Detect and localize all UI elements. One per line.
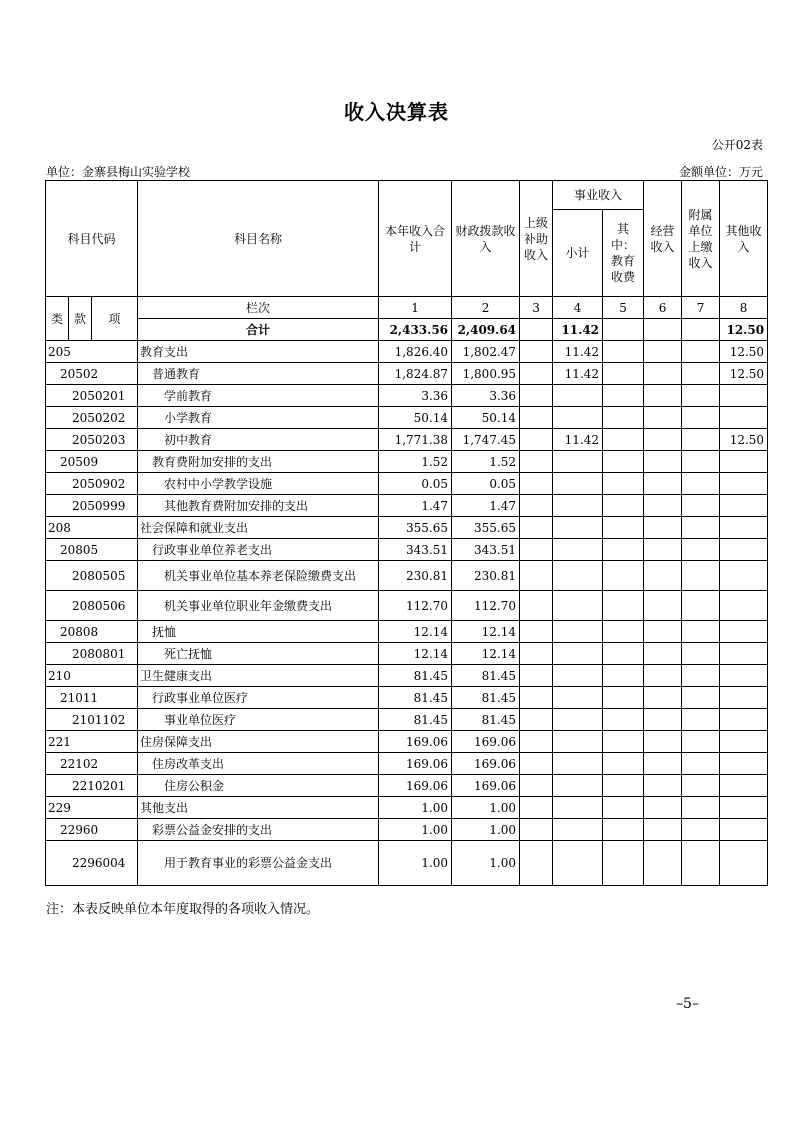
row-value-c5 xyxy=(603,385,644,407)
table-row xyxy=(46,517,768,539)
row-value-c6 xyxy=(644,687,682,709)
table-row xyxy=(46,775,768,797)
row-value-c5 xyxy=(603,591,644,621)
row-value-c2: 12.14 xyxy=(452,643,520,665)
row-value-c6 xyxy=(644,363,682,385)
row-code: 20502 xyxy=(46,363,138,385)
row-value-c3 xyxy=(520,495,553,517)
row-value-c5 xyxy=(603,561,644,591)
row-value-c5 xyxy=(603,687,644,709)
row-code: 2101102 xyxy=(46,709,138,731)
table-row xyxy=(46,819,768,841)
row-value-c8 xyxy=(720,709,768,731)
row-value-c8 xyxy=(720,687,768,709)
row-value-c2: 1,802.47 xyxy=(452,341,520,363)
row-name: 住房公积金 xyxy=(138,775,379,797)
row-value-c6 xyxy=(644,819,682,841)
row-value-c2: 1.00 xyxy=(452,797,520,819)
row-value-c6 xyxy=(644,753,682,775)
row-value-c1: 1.00 xyxy=(379,819,452,841)
row-name: 社会保障和就业支出 xyxy=(138,517,379,539)
row-code: 210 xyxy=(46,665,138,687)
row-value-c6 xyxy=(644,841,682,886)
row-value-c7 xyxy=(682,363,720,385)
row-code: 2080505 xyxy=(46,561,138,591)
row-name: 初中教育 xyxy=(138,429,379,451)
row-value-c2: 169.06 xyxy=(452,775,520,797)
row-value-c5 xyxy=(603,473,644,495)
row-value-c5 xyxy=(603,451,644,473)
row-value-c5 xyxy=(603,709,644,731)
total-c7 xyxy=(682,319,720,341)
row-name: 行政事业单位医疗 xyxy=(138,687,379,709)
row-value-c7 xyxy=(682,731,720,753)
row-value-c7 xyxy=(682,841,720,886)
row-value-c3 xyxy=(520,797,553,819)
table-row xyxy=(46,841,768,886)
row-value-c7 xyxy=(682,775,720,797)
row-value-c2: 169.06 xyxy=(452,731,520,753)
header-lei: 类 xyxy=(46,297,69,341)
row-value-c8 xyxy=(720,407,768,429)
row-value-c3 xyxy=(520,363,553,385)
row-value-c2: 81.45 xyxy=(452,687,520,709)
row-value-c1: 1,824.87 xyxy=(379,363,452,385)
row-value-c7 xyxy=(682,385,720,407)
row-value-c3 xyxy=(520,687,553,709)
row-value-c8 xyxy=(720,819,768,841)
row-value-c3 xyxy=(520,621,553,643)
row-value-c6 xyxy=(644,517,682,539)
table-row xyxy=(46,687,768,709)
row-value-c3 xyxy=(520,841,553,886)
row-code: 221 xyxy=(46,731,138,753)
row-value-c3 xyxy=(520,819,553,841)
row-value-c6 xyxy=(644,621,682,643)
row-name: 机关事业单位基本养老保险缴费支出 xyxy=(138,561,379,591)
row-value-c8 xyxy=(720,561,768,591)
row-value-c6 xyxy=(644,429,682,451)
row-value-c1: 3.36 xyxy=(379,385,452,407)
row-value-c7 xyxy=(682,643,720,665)
row-value-c1: 112.70 xyxy=(379,591,452,621)
row-code: 2080506 xyxy=(46,591,138,621)
row-value-c6 xyxy=(644,591,682,621)
row-value-c7 xyxy=(682,495,720,517)
row-value-c5 xyxy=(603,407,644,429)
row-value-c3 xyxy=(520,643,553,665)
row-code: 2050902 xyxy=(46,473,138,495)
row-code: 21011 xyxy=(46,687,138,709)
row-value-c5 xyxy=(603,539,644,561)
table-row xyxy=(46,709,768,731)
row-value-c2: 1.47 xyxy=(452,495,520,517)
table-row xyxy=(46,473,768,495)
row-value-c7 xyxy=(682,687,720,709)
row-value-c8: 12.50 xyxy=(720,363,768,385)
row-code: 22102 xyxy=(46,753,138,775)
header-total: 本年收入合计 xyxy=(379,181,452,297)
col-num-6: 6 xyxy=(644,297,682,319)
row-value-c8 xyxy=(720,775,768,797)
row-value-c4 xyxy=(553,775,603,797)
row-value-c8 xyxy=(720,665,768,687)
row-value-c3 xyxy=(520,473,553,495)
col-num-7: 7 xyxy=(682,297,720,319)
row-value-c4 xyxy=(553,709,603,731)
row-code: 2050203 xyxy=(46,429,138,451)
total-c8: 12.50 xyxy=(720,319,768,341)
row-value-c3 xyxy=(520,591,553,621)
row-name: 死亡抚恤 xyxy=(138,643,379,665)
row-code: 20808 xyxy=(46,621,138,643)
row-value-c7 xyxy=(682,429,720,451)
row-value-c5 xyxy=(603,643,644,665)
row-value-c5 xyxy=(603,753,644,775)
page-number: –5– xyxy=(676,996,699,1012)
row-value-c7 xyxy=(682,665,720,687)
row-value-c7 xyxy=(682,539,720,561)
row-value-c5 xyxy=(603,341,644,363)
header-other: 其他收入 xyxy=(720,181,768,297)
header-xiang: 项 xyxy=(92,297,138,341)
row-value-c4 xyxy=(553,495,603,517)
header-fiscal: 财政拨款收入 xyxy=(452,181,520,297)
row-value-c5 xyxy=(603,841,644,886)
row-name: 教育费附加安排的支出 xyxy=(138,451,379,473)
row-value-c7 xyxy=(682,473,720,495)
header-superior: 上级补助收入 xyxy=(520,181,553,297)
row-value-c8 xyxy=(720,643,768,665)
row-value-c2: 1,800.95 xyxy=(452,363,520,385)
row-value-c4 xyxy=(553,643,603,665)
row-name: 学前教育 xyxy=(138,385,379,407)
row-value-c1: 169.06 xyxy=(379,731,452,753)
row-name: 事业单位医疗 xyxy=(138,709,379,731)
row-name: 彩票公益金安排的支出 xyxy=(138,819,379,841)
row-value-c5 xyxy=(603,665,644,687)
row-value-c4 xyxy=(553,797,603,819)
row-value-c5 xyxy=(603,621,644,643)
row-value-c4 xyxy=(553,539,603,561)
row-value-c2: 3.36 xyxy=(452,385,520,407)
row-value-c6 xyxy=(644,797,682,819)
row-value-c3 xyxy=(520,539,553,561)
row-code: 22960 xyxy=(46,819,138,841)
table-row xyxy=(46,363,768,385)
row-value-c4 xyxy=(553,687,603,709)
col-num-2: 2 xyxy=(452,297,520,319)
table-row xyxy=(46,797,768,819)
table-row xyxy=(46,591,768,621)
row-name: 农村中小学教学设施 xyxy=(138,473,379,495)
row-value-c4 xyxy=(553,451,603,473)
row-value-c8 xyxy=(720,495,768,517)
row-name: 机关事业单位职业年金缴费支出 xyxy=(138,591,379,621)
row-value-c4 xyxy=(553,385,603,407)
row-value-c6 xyxy=(644,495,682,517)
row-name: 用于教育事业的彩票公益金支出 xyxy=(138,841,379,886)
total-c1: 2,433.56 xyxy=(379,319,452,341)
table-row xyxy=(46,495,768,517)
row-value-c8 xyxy=(720,797,768,819)
row-value-c3 xyxy=(520,665,553,687)
row-value-c1: 12.14 xyxy=(379,621,452,643)
row-value-c4 xyxy=(553,753,603,775)
total-row xyxy=(46,319,768,341)
total-c6 xyxy=(644,319,682,341)
col-num-4: 4 xyxy=(553,297,603,319)
row-value-c5 xyxy=(603,429,644,451)
row-code: 2210201 xyxy=(46,775,138,797)
row-value-c7 xyxy=(682,341,720,363)
table-row xyxy=(46,621,768,643)
row-value-c5 xyxy=(603,819,644,841)
row-name: 卫生健康支出 xyxy=(138,665,379,687)
header-row-1 xyxy=(46,181,768,210)
row-value-c8: 12.50 xyxy=(720,429,768,451)
row-name: 其他支出 xyxy=(138,797,379,819)
row-value-c7 xyxy=(682,451,720,473)
table-row xyxy=(46,753,768,775)
row-value-c1: 1.00 xyxy=(379,841,452,886)
row-value-c8 xyxy=(720,591,768,621)
row-value-c6 xyxy=(644,643,682,665)
row-value-c6 xyxy=(644,775,682,797)
row-value-c2: 0.05 xyxy=(452,473,520,495)
row-value-c1: 169.06 xyxy=(379,775,452,797)
table-row xyxy=(46,451,768,473)
row-code: 2050999 xyxy=(46,495,138,517)
row-value-c4 xyxy=(553,731,603,753)
row-value-c1: 50.14 xyxy=(379,407,452,429)
header-edu-fee: 其中：教育收费 xyxy=(603,210,644,297)
header-lanci: 栏次 xyxy=(138,297,379,319)
row-value-c3 xyxy=(520,407,553,429)
header-affiliated: 附属单位上缴收入 xyxy=(682,181,720,297)
row-value-c8 xyxy=(720,753,768,775)
row-name: 行政事业单位养老支出 xyxy=(138,539,379,561)
row-value-c6 xyxy=(644,731,682,753)
table-note: 注：本表反映单位本年度取得的各项收入情况。 xyxy=(46,902,320,917)
row-value-c6 xyxy=(644,561,682,591)
row-value-c3 xyxy=(520,341,553,363)
row-value-c1: 1,771.38 xyxy=(379,429,452,451)
row-name: 教育支出 xyxy=(138,341,379,363)
row-value-c6 xyxy=(644,451,682,473)
total-c4: 11.42 xyxy=(553,319,603,341)
row-value-c8 xyxy=(720,517,768,539)
row-value-c4: 11.42 xyxy=(553,363,603,385)
row-value-c6 xyxy=(644,665,682,687)
row-value-c3 xyxy=(520,561,553,591)
row-value-c2: 1.52 xyxy=(452,451,520,473)
row-value-c1: 1.47 xyxy=(379,495,452,517)
row-name: 普通教育 xyxy=(138,363,379,385)
amount-unit: 金额单位：万元 xyxy=(678,165,763,179)
row-value-c5 xyxy=(603,495,644,517)
total-c3 xyxy=(520,319,553,341)
row-value-c1: 81.45 xyxy=(379,665,452,687)
row-name: 其他教育费附加安排的支出 xyxy=(138,495,379,517)
row-value-c4 xyxy=(553,473,603,495)
row-value-c2: 81.45 xyxy=(452,665,520,687)
row-value-c4 xyxy=(553,561,603,591)
row-value-c1: 0.05 xyxy=(379,473,452,495)
row-value-c8 xyxy=(720,385,768,407)
row-value-c7 xyxy=(682,517,720,539)
row-value-c2: 343.51 xyxy=(452,539,520,561)
header-kuan: 款 xyxy=(69,297,92,341)
row-value-c1: 12.14 xyxy=(379,643,452,665)
row-value-c7 xyxy=(682,797,720,819)
row-value-c8 xyxy=(720,473,768,495)
header-business: 事业收入 xyxy=(553,181,644,210)
row-value-c7 xyxy=(682,407,720,429)
row-value-c2: 1.00 xyxy=(452,819,520,841)
row-value-c1: 355.65 xyxy=(379,517,452,539)
header-name: 科目名称 xyxy=(138,181,379,297)
row-value-c8 xyxy=(720,539,768,561)
table-row xyxy=(46,407,768,429)
header-row-3 xyxy=(46,297,768,319)
row-value-c3 xyxy=(520,775,553,797)
row-value-c7 xyxy=(682,591,720,621)
row-code: 2050202 xyxy=(46,407,138,429)
row-value-c3 xyxy=(520,731,553,753)
row-value-c5 xyxy=(603,797,644,819)
row-code: 205 xyxy=(46,341,138,363)
row-name: 住房改革支出 xyxy=(138,753,379,775)
total-label: 合计 xyxy=(138,319,379,341)
row-value-c3 xyxy=(520,385,553,407)
table-row xyxy=(46,731,768,753)
row-code: 2050201 xyxy=(46,385,138,407)
row-value-c4: 11.42 xyxy=(553,341,603,363)
row-value-c6 xyxy=(644,341,682,363)
header-subtotal: 小计 xyxy=(553,210,603,297)
unit-name: 单位：金寨县梅山实验学校 xyxy=(46,165,191,179)
col-num-8: 8 xyxy=(720,297,768,319)
row-value-c1: 1.00 xyxy=(379,797,452,819)
row-value-c2: 169.06 xyxy=(452,753,520,775)
total-c2: 2,409.64 xyxy=(452,319,520,341)
row-value-c6 xyxy=(644,709,682,731)
row-value-c4 xyxy=(553,819,603,841)
row-value-c6 xyxy=(644,407,682,429)
total-c5 xyxy=(603,319,644,341)
row-value-c7 xyxy=(682,709,720,731)
col-num-1: 1 xyxy=(379,297,452,319)
row-value-c4 xyxy=(553,621,603,643)
row-value-c8 xyxy=(720,841,768,886)
row-value-c4 xyxy=(553,517,603,539)
table-row xyxy=(46,341,768,363)
row-value-c4 xyxy=(553,841,603,886)
form-number: 公开02表 xyxy=(711,138,763,152)
table-row xyxy=(46,665,768,687)
col-num-3: 3 xyxy=(520,297,553,319)
table-row xyxy=(46,539,768,561)
header-code: 科目代码 xyxy=(46,181,138,297)
row-value-c2: 1,747.45 xyxy=(452,429,520,451)
row-value-c3 xyxy=(520,429,553,451)
row-value-c8 xyxy=(720,451,768,473)
row-value-c2: 355.65 xyxy=(452,517,520,539)
row-value-c6 xyxy=(644,385,682,407)
row-value-c2: 81.45 xyxy=(452,709,520,731)
row-value-c3 xyxy=(520,451,553,473)
row-code: 2080801 xyxy=(46,643,138,665)
row-code: 20509 xyxy=(46,451,138,473)
row-value-c6 xyxy=(644,473,682,495)
row-value-c2: 230.81 xyxy=(452,561,520,591)
row-value-c7 xyxy=(682,819,720,841)
row-value-c3 xyxy=(520,517,553,539)
table-row xyxy=(46,385,768,407)
row-value-c2: 112.70 xyxy=(452,591,520,621)
row-value-c8 xyxy=(720,621,768,643)
row-value-c1: 169.06 xyxy=(379,753,452,775)
row-name: 抚恤 xyxy=(138,621,379,643)
row-value-c1: 1.52 xyxy=(379,451,452,473)
row-code: 229 xyxy=(46,797,138,819)
row-value-c4 xyxy=(553,407,603,429)
row-value-c2: 50.14 xyxy=(452,407,520,429)
row-code: 2296004 xyxy=(46,841,138,886)
row-value-c1: 81.45 xyxy=(379,709,452,731)
table-row xyxy=(46,429,768,451)
row-value-c3 xyxy=(520,753,553,775)
income-table xyxy=(45,180,768,886)
header-operating: 经营收入 xyxy=(644,181,682,297)
row-value-c7 xyxy=(682,621,720,643)
row-value-c5 xyxy=(603,775,644,797)
row-value-c3 xyxy=(520,709,553,731)
row-value-c4 xyxy=(553,591,603,621)
row-value-c4: 11.42 xyxy=(553,429,603,451)
table-row xyxy=(46,643,768,665)
row-code: 20805 xyxy=(46,539,138,561)
row-value-c1: 230.81 xyxy=(379,561,452,591)
row-value-c2: 1.00 xyxy=(452,841,520,886)
row-value-c7 xyxy=(682,561,720,591)
row-value-c8 xyxy=(720,731,768,753)
row-value-c5 xyxy=(603,363,644,385)
row-value-c5 xyxy=(603,731,644,753)
row-value-c1: 81.45 xyxy=(379,687,452,709)
row-name: 小学教育 xyxy=(138,407,379,429)
row-value-c8: 12.50 xyxy=(720,341,768,363)
col-num-5: 5 xyxy=(603,297,644,319)
row-name: 住房保障支出 xyxy=(138,731,379,753)
row-value-c5 xyxy=(603,517,644,539)
row-value-c1: 343.51 xyxy=(379,539,452,561)
row-code: 208 xyxy=(46,517,138,539)
row-value-c1: 1,826.40 xyxy=(379,341,452,363)
report-title: 收入决算表 xyxy=(344,100,449,124)
row-value-c2: 12.14 xyxy=(452,621,520,643)
row-value-c4 xyxy=(553,665,603,687)
row-value-c6 xyxy=(644,539,682,561)
row-value-c7 xyxy=(682,753,720,775)
table-row xyxy=(46,561,768,591)
